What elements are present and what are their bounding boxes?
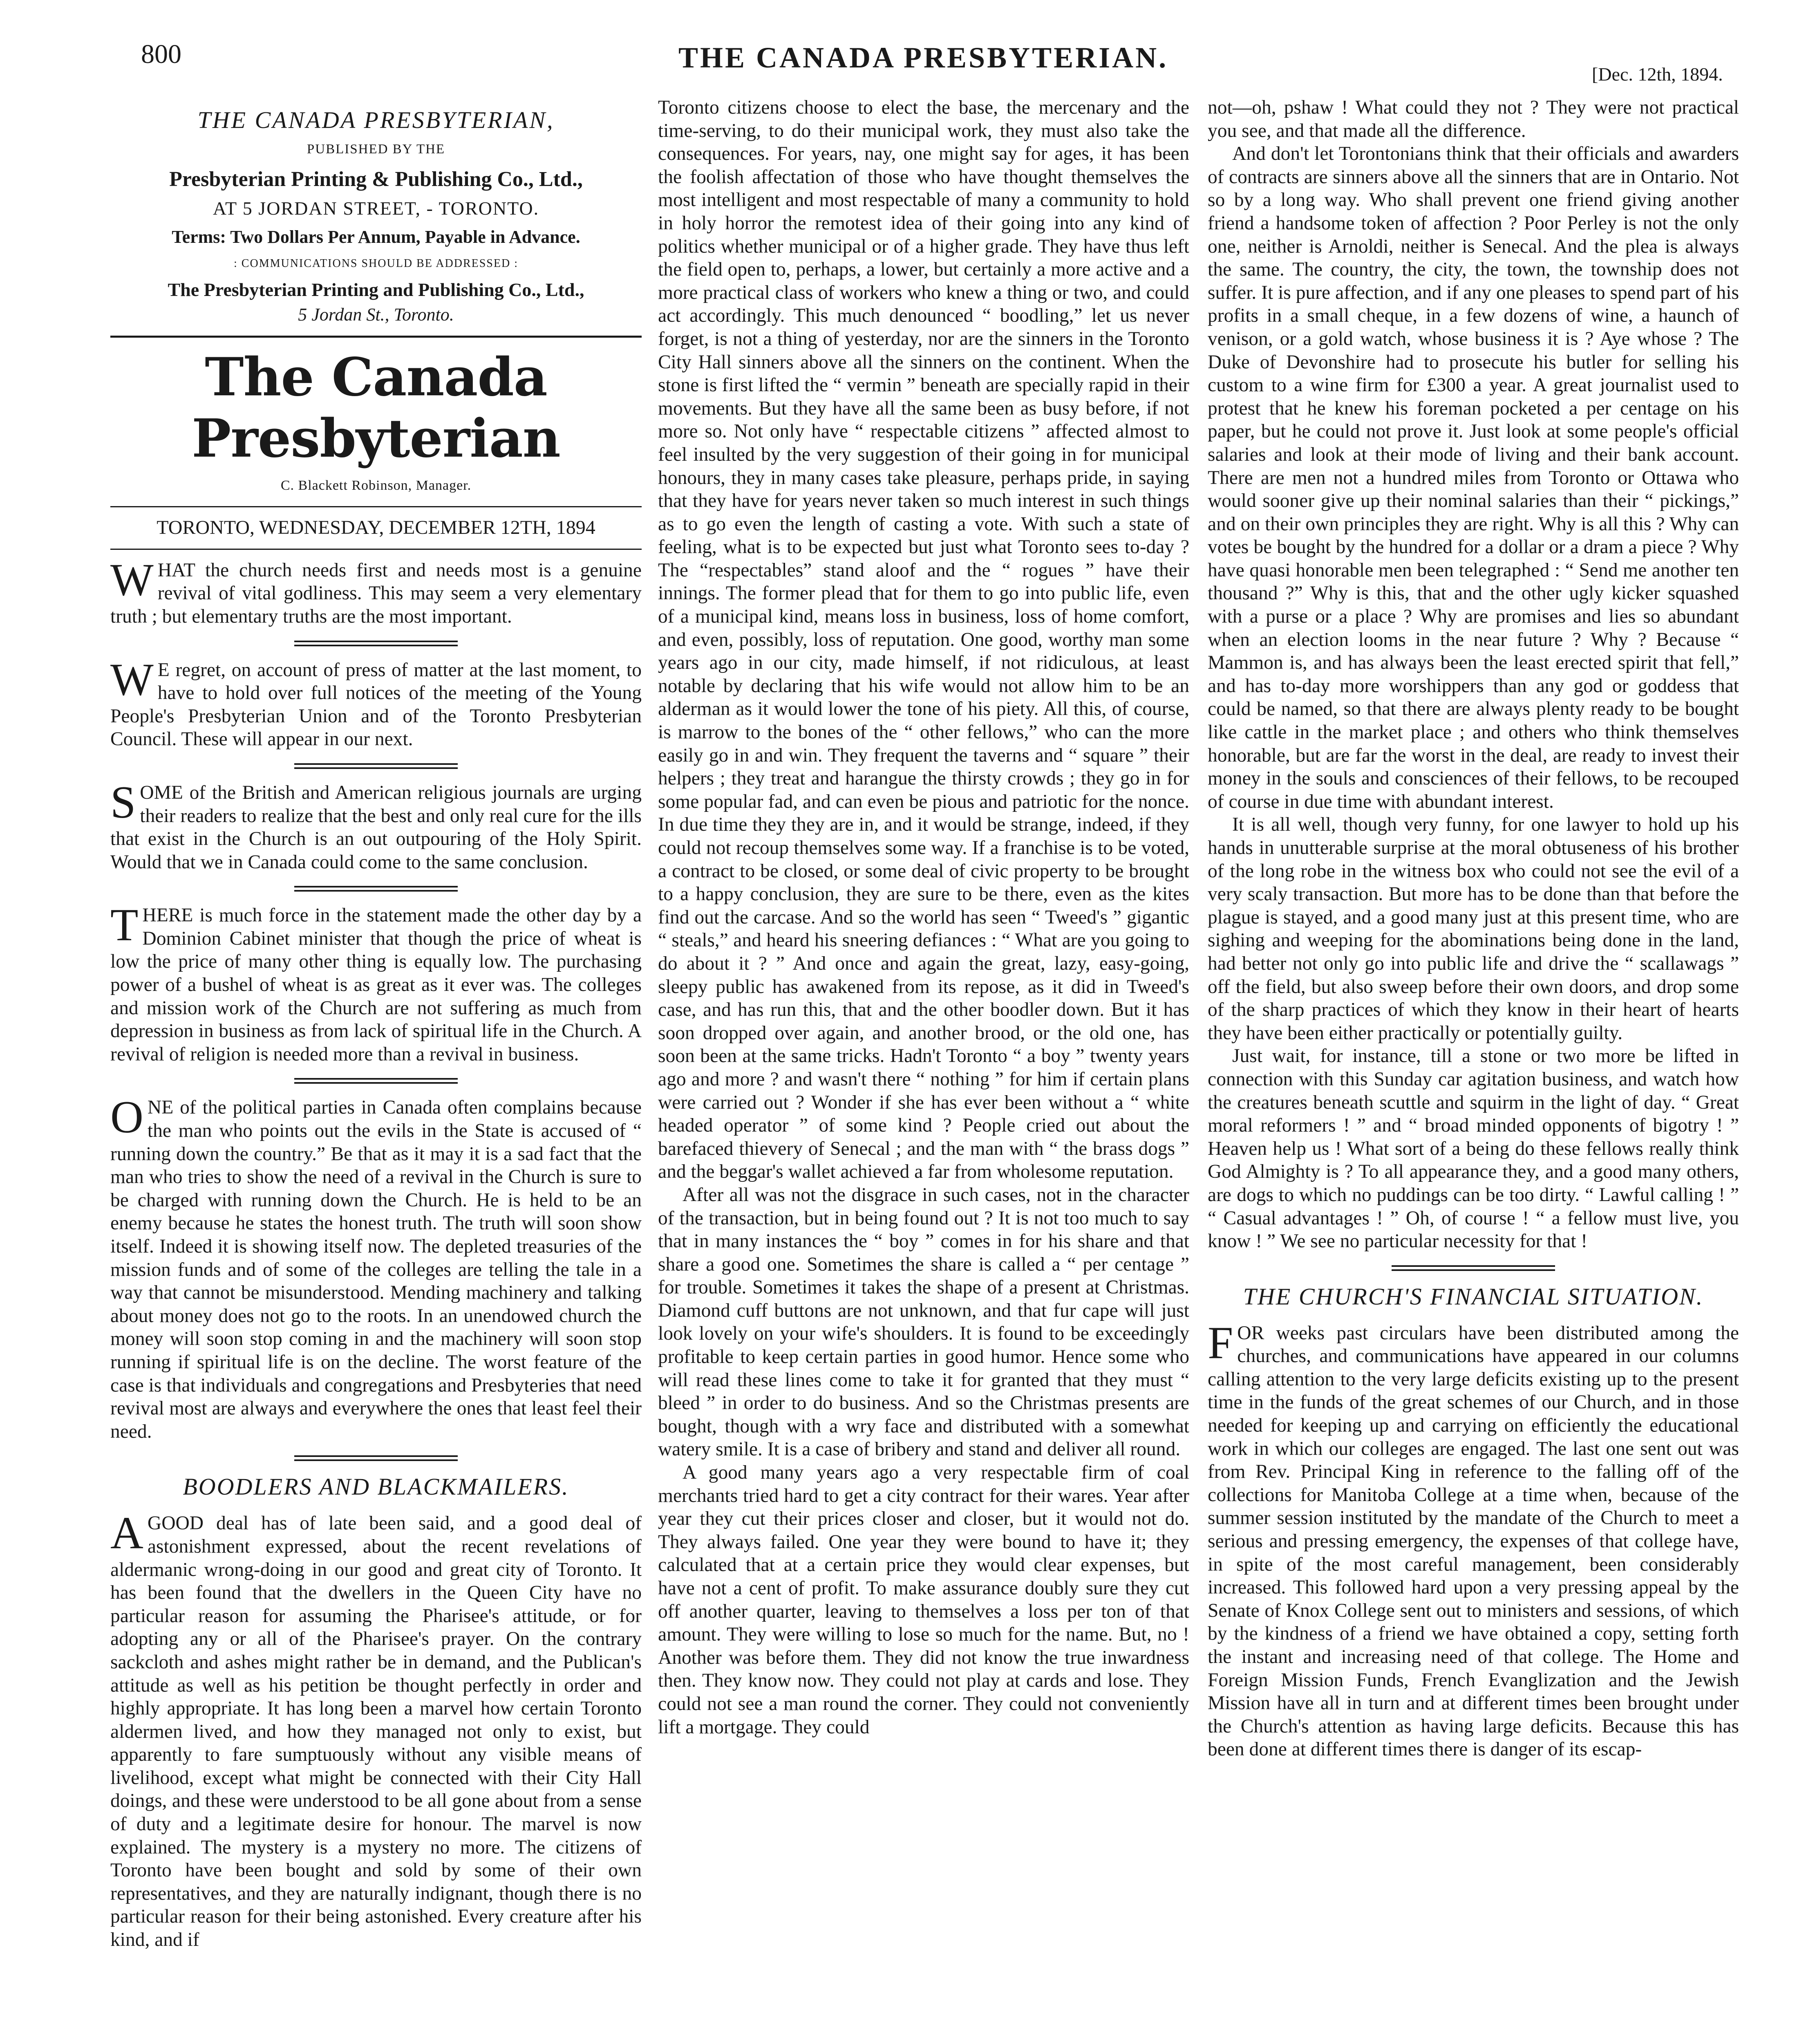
section-divider (294, 641, 458, 646)
paragraph-text: HERE is much force in the statement made the other day by a Dominion Cabinet minister that though the price of wheat is low the price of many other thing is equally low. The purchasing power of a bushel of wheat is as great as it ever was. The colleges and mission work of the Church are not suffering as much from depression in business as from lack of spiritual life in the Church. A revival of religion is needed more than a revival in business. (110, 905, 642, 1065)
issue-date: [Dec. 12th, 1894. (1592, 64, 1723, 85)
article-paragraph: Toronto citizens choose to elect the base, the mercenary and the time-serving, to do their municipal work, they must also take the consequences. For years, nay, one might say for ages, it has been the foolish affectation of those who have thought themselves the most intelligent and most respectable of many a community to hold in holy horror the remotest idea of their going into any kind of politics whether municipal or of a higher grade. They have thus left the field open to, perhaps, a lower, but certainly a more active and a more practical class of workers who knew a thing or two, and could act accordingly. This much denounced “ boodling,” let us never forget, is not a thing of yesterday, nor are the sinners in the Toronto City Hall sinners above all the sinners on the continent. When the stone is first lifted the “ vermin ” beneath are specially rapid in their movements. But they have all the same been as busy before, if not more so. Not only have “ respectable citizens ” affected almost to feel insulted by the very suggestion of their going in for municipal honours, they in many cases take pleasure, perhaps pride, in saying that they have for years never taken so much interest in such things as to go even the length of casting a vote. With such a state of feeling, what is to be expected but just what Toronto sees to-day ? The “respectables” stand aloof and the “ rogues ” have their innings. The former plead that for them to go into public life, even of a municipal kind, means loss in business, loss of home comfort, and even, possibly, loss of reputation. One good, worthy man some years ago in our city, made himself, if not ridiculous, at least notable by declaring that his wife would not allow him to be an alderman as it would lower the tone of his piety. All this, of course, is marrow to the bones of the “ other fellows,” who can the more easily go in and win. They frequent the taverns and “ square ” their helpers ; they treat and harangue the thirsty crowds ; they go in for some popular fad, and can even be pious and patriotic for the nonce. In due time they they are in, and it would be strange, indeed, if they could not recoup themselves some way. If a franchise is to be voted, a contract to be closed, or some deal of civic property to be brought to a happy conclusion, they are sure to be there, even as the kites find out the carcase. And so the world has seen “ Tweed's ” gigantic “ steals,” and heard his sneering defiances : “ What are you going to do about it ? ” And once and again the great, lazy, easy-going, sleepy public has awakened from its repose, as it did in Tweed's case, and has run this, that and the other boodler down. But it has soon dropped over again, and another brood, or the old one, has soon been at the same tricks. Hadn't Toronto “ a boy ” twenty years ago and more ? and wasn't there “ nothing ” for him if certain plans were carried out ? Wonder if she has ever been without a “ white headed operator ” of some kind ? People cried out about the barefaced thievery of Senecal ; and the man with “ the brass dogs ” and the beggar's wallet achieved a far from wholesome reputation. (658, 97, 1189, 1183)
drop-cap: W (110, 554, 154, 605)
drop-cap: A (110, 1508, 143, 1559)
section-divider (1392, 1265, 1555, 1271)
editorial-paragraph (110, 1092, 642, 1443)
paragraph-text: OR weeks past circulars have been distributed among the churches, and communications have appeared in our columns calling attention to the very large deficits existing up to the present time in the funds of the great schemes of our Church, and in those needed for keeping up and carrying on efficiently the educational work in which our colleges are engaged. The last one sent out was from Rev. Principal King in reference to the falling off of the collections for Manitoba College at a time when, because of the summer session instituted by the mandate of the Church to meet a serious and pressing emergency, the expenses of that college have, in spite of the most careful management, been considerably increased. This followed hard upon a very pressing appeal by the Senate of Knox College sent out to ministers and sessions, of which by the kindness of a friend we have obtained a copy, setting forth the instant and increasing need of that college. The Home and Foreign Mission Funds, French Evanglization and the Jewish Mission have all in turn and at different times been brought under the Church's attention as having large deficits. Because this has been done at different times there is danger of its escap- (1208, 1322, 1739, 1760)
masthead-published-by: PUBLISHED BY THE (307, 142, 445, 157)
article-paragraph (110, 1508, 642, 1951)
masthead-address: AT 5 JORDAN STREET, - TORONTO. (213, 197, 539, 219)
dateline: TORONTO, WEDNESDAY, DECEMBER 12TH, 1894 (157, 517, 595, 539)
masthead-company-address-line: The Presbyterian Printing and Publishing Co., Ltd., (168, 279, 584, 300)
running-head (0, 0, 1806, 94)
masthead-communications-note: : COMMUNICATIONS SHOULD BE ADDRESSED : (234, 257, 518, 270)
masthead-company: Presbyterian Printing & Publishing Co., Ltd., (169, 167, 583, 191)
drop-cap: W (110, 654, 154, 705)
article-paragraph (1208, 1317, 1739, 1761)
section-divider (294, 763, 458, 769)
running-title: THE CANADA PRESBYTERIAN. (678, 41, 1168, 74)
drop-cap: T (110, 900, 139, 951)
paragraph-text: E regret, on account of press of matter at the last moment, to have to hold over full notices of the meeting of the Young People's Presbyterian Union and of the Toronto Presbyterian Council. These will appear in our next. (110, 659, 642, 750)
drop-cap: F (1208, 1317, 1233, 1368)
editorial-paragraph (110, 654, 642, 751)
article-paragraph: Just wait, for instance, till a stone or two more be lifted in connection with this Sunday car agitation business, and watch how the creatures beneath scuttle and squirm in the light of day. “ Great moral reformers ! ” and “ broad minded opponents of bigotry ! ” Heaven help us ! What sort of a being do these fellows really think God Almighty is ? To all appearance they, and a good many others, are dogs to which no puddings can be too dirty. “ Lawful calling ! ” “ Casual advantages ! ” Oh, of course ! “ a fellow must live, you know ! ” We see no particular necessity for that ! (1208, 1045, 1739, 1252)
divider (110, 336, 642, 338)
column-2 (658, 96, 1189, 1739)
paragraph-text: HAT the church needs first and needs most is a genuine revival of vital godliness. This may seem a very elementary truth ; but elementary truths are the most important. (110, 559, 642, 627)
masthead-title: THE CANADA PRESBYTERIAN, (197, 107, 555, 133)
editorial-paragraph (110, 900, 642, 1066)
article-paragraph: After all was not the disgrace in such cases, not in the character of the transaction, but in being found out ? It is not too much to say that in many instances the “ boy ” comes in for his share and that share a good one. Sometimes the share is called a “ per centage ” for trouble. Sometimes it takes the shape of a present at Christmas. Diamond cuff buttons are not unknown, and that fur cape will just look lovely on your wife's shoulders. It is found to be exceedingly profitable to keep certain parties in good humor. Hence some who will read these lines come to take it for granted that they must “ bleed ” in order to do business. And so the Christmas presents are bought, though with a wry face and distributed with a somewhat watery smile. It is a case of bribery and stand and deliver all round. (658, 1184, 1189, 1460)
manager-line: C. Blackett Robinson, Manager. (280, 477, 472, 493)
article-paragraph: A good many years ago a very respectable firm of coal merchants tried hard to get a city contract for their wares. Year after year they cut their prices closer and closer, but it would not do. They always failed. One year they were bound to have it; they calculated that at a certain price they would clear expenses, but have not a cent of profit. To make assurance doubly sure they cut off another quarter, leaving to themselves a loss per ton of that amount. They were willing to lose so much for the name. But, no ! Another was before them. They did not know the true inwardness then. They know now. They could not play at cards and lose. They could not see a man round the corner. They could not conveniently lift a mortgage. They could (658, 1462, 1189, 1738)
editorial-paragraph (110, 777, 642, 874)
section-divider (294, 1078, 458, 1084)
editorial-paragraph (110, 554, 642, 628)
article-paragraph: not—oh, pshaw ! What could they not ? They were not practical you see, and that made all the difference. (1208, 97, 1739, 141)
article-paragraph: And don't let Torontonians think that their officials and awarders of contracts are sinners above all the sinners that are in Ontario. Not so by a long way. Who shall prevent one friend giving another friend a handsome token of affection ? Poor Perley is not the only one, neither is Arnoldi, neither is Senecal. And the plea is always the same. The country, the city, the town, the township does not suffer. It is pure affection, and if any one pleases to spend part of his profits in a small cheque, in a few dozens of wine, a haunch of venison, or a gold watch, whose business it is ? Aye whose ? The Duke of Devonshire had to prosecute his butler for selling his custom to a wine firm for £300 a year. A great journalist used to protest that he knew his foreman pocketed a per centage on his paper, but he could not prove it. Just look at some people's official salaries and look at their mode of living and their bank account. There are men not a hundred miles from Toronto or Ottawa who would sooner give up their nominal salaries than their “ pickings,” and on their own principles they are right. Why is all this ? Why can votes be bought by the hundred for a dollar or a dram a piece ? Why have quasi honorable men been telegraphed : “ Send me another ten thousand ?” Why is this, that and the other ugly kicker squashed with a purse or a place ? Why are promises and lies so abundant when an election looms in the near future ? Why ? Because “ Mammon is, and has always been the least erected spirit that fell,” and has to-day more worshippers than any god or goddess that could be named, so that there are always plenty ready to be bought like cattle in the market place ; and others who think themselves honorable, but are far the worst in the deal, are ready to invest their money in the souls and consciences of their fellows, to be recouped of course in due time with abundant interest. (1208, 143, 1739, 812)
section-divider (294, 886, 458, 892)
column-3 (1208, 96, 1739, 1761)
divider (110, 549, 642, 550)
drop-cap: O (110, 1092, 143, 1143)
paragraph-text: NE of the political parties in Canada often complains because the man who points out the evils in the State is accused of “ running down the country.” Be that as it may it is a sad fact that the man who tries to show the need of a revival in the Church is sure to be charged with running down the Church. He is held to be an enemy because he states the honest truth. The truth will soon show itself. Indeed it is showing itself now. The depleted treasuries of the mission funds and of some of the colleges are telling the tale in a way that cannot be misunderstood. Mending machinery and talking about money does not go to the roots. In an unendowed church the money will soon stop coming in and the machinery will soon stop running if spiritual life is on the decline. The worst feature of the case is that individuals and congregations and Presbyteries that need revival most are always and everywhere the ones that least feel their need. (110, 1097, 642, 1442)
section-divider (294, 1455, 458, 1461)
column-1 (110, 96, 642, 1952)
article-headline: THE CHURCH'S FINANCIAL SITUATION. (1243, 1283, 1704, 1310)
masthead-terms: Terms: Two Dollars Per Annum, Payable in Advance. (172, 227, 580, 247)
page-number: 800 (141, 39, 181, 69)
nameplate: The Canada Presbyterian (192, 346, 560, 469)
divider (110, 506, 642, 507)
paragraph-text: OME of the British and American religious journals are urging their readers to realize that the best and only real cure for the ills that exist in the Church is an out outpouring of the Holy Spirit. Would that we in Canada could come to the same conclusion. (110, 782, 642, 873)
article-paragraph: It is all well, though very funny, for one lawyer to hold up his hands in unutterable surprise at the moral obtuseness of his brother of the long robe in the witness box who could not see the evil of a very scaly transaction. But more has to be done than that before the plague is stayed, and a good many just at this present time, who are sighing and weeping for the abominations being done in the land, had better not only go into public life and drive the “ scallawags ” off the field, but also sweep before their own doors, and drop some of the sharp practices of which they know in their heart of hearts they have been either practically or potentially guilty. (1208, 814, 1739, 1044)
masthead-street-address: 5 Jordan St., Toronto. (298, 304, 454, 325)
article-headline: BOODLERS AND BLACKMAILERS. (183, 1473, 569, 1500)
paragraph-text: GOOD deal has of late been said, and a good deal of astonishment expressed, about the recent revelations of aldermanic wrong-doing in our good and great city of Toronto. It has been found that the dwellers in the Queen City have no particular reason for assuming the Pharisee's attitude, or for adopting any or all of the Pharisee's prayer. On the contrary sackcloth and ashes might rather be in demand, and the Publican's attitude as well as his petition be thought perfectly in order and highly appropriate. It has long been a marvel how certain Toronto aldermen lived, and how they managed not only to exist, but apparently to fare sumptuously without any visible means of livelihood, except what might be connected with their City Hall doings, and these were understood to be all gone about from a sense of duty and a legitimate desire for honour. The marvel is now explained. The mystery is a mystery no more. The citizens of Toronto have been bought and sold by some of their own representatives, and they are naturally indignant, though there is no particular reason for their being astonished. Every creature after his kind, and if (110, 1513, 642, 1951)
masthead (110, 106, 642, 327)
drop-cap: S (110, 777, 136, 828)
